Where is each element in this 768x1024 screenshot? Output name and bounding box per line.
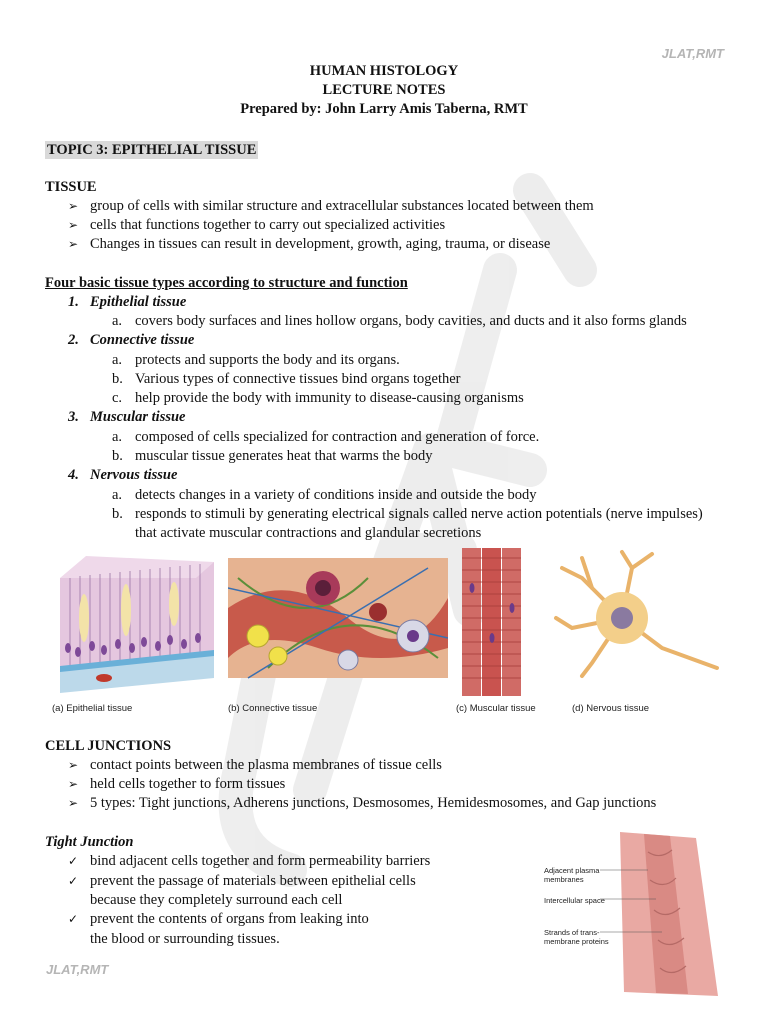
- check-icon: ✓: [68, 854, 79, 868]
- course-title: HUMAN HISTOLOGY: [309, 63, 459, 79]
- point-text: detects changes in a variety of conditions inside and outside the body: [135, 487, 537, 503]
- type-number: 4.: [68, 467, 79, 483]
- nervous-tissue-illustration: [552, 548, 720, 680]
- point-text: covers body surfaces and lines hollow organs, body cavities, and ducts and it also forms glands: [135, 313, 687, 329]
- point-letter: b.: [112, 371, 123, 387]
- header-watermark: JLAT,RMT: [661, 46, 724, 61]
- type-name-nervous: Nervous tissue: [90, 467, 178, 483]
- tissue-bullet: Changes in tissues can result in development, growth, aging, trauma, or disease: [90, 236, 551, 252]
- tight-junction-heading: Tight Junction: [45, 834, 134, 850]
- point-text: protects and supports the body and its organs.: [135, 352, 400, 368]
- type-number: 3.: [68, 409, 79, 425]
- type-name-connective: Connective tissue: [90, 332, 195, 348]
- connective-tissue-illustration: [228, 548, 448, 680]
- label-transmembrane-strands: Strands of trans-membrane proteins: [544, 928, 609, 946]
- point-letter: c.: [112, 390, 123, 406]
- point-letter: a.: [112, 352, 123, 368]
- point-letter: b.: [112, 448, 123, 464]
- tissue-types-heading: Four basic tissue types according to structure and function: [45, 275, 408, 291]
- caption-nervous: (d) Nervous tissue: [572, 703, 650, 714]
- arrow-bullet-icon: ➢: [68, 218, 79, 232]
- point-letter: a.: [112, 487, 123, 503]
- tight-junction-point: bind adjacent cells together and form permeability barriers: [90, 853, 431, 869]
- arrow-bullet-icon: ➢: [68, 199, 79, 213]
- tight-junction-diagram: [600, 832, 720, 996]
- point-text: composed of cells specialized for contraction and generation of force.: [135, 429, 540, 445]
- point-letter: a.: [112, 429, 123, 445]
- cell-junctions-heading: CELL JUNCTIONS: [45, 738, 172, 754]
- point-text: help provide the body with immunity to disease-causing organisms: [135, 390, 524, 406]
- muscular-tissue-illustration: [462, 548, 522, 696]
- junction-bullet: 5 types: Tight junctions, Adherens junctions, Desmosomes, Hemidesmosomes, and Gap junctions: [90, 795, 657, 811]
- arrow-bullet-icon: ➢: [68, 237, 79, 251]
- tight-junction-point: prevent the passage of materials between epithelial cells: [90, 873, 416, 889]
- tight-junction-point-continuation: the blood or surrounding tissues.: [90, 931, 280, 947]
- check-icon: ✓: [68, 912, 79, 926]
- point-text-continuation: that activate muscular contractions and glandular secretions: [135, 525, 482, 541]
- label-adjacent-plasma-membranes: Adjacent plasma membranes: [544, 866, 600, 884]
- caption-muscular: (c) Muscular tissue: [456, 703, 536, 714]
- caption-connective: (b) Connective tissue: [228, 703, 318, 714]
- point-letter: b.: [112, 506, 123, 522]
- label-intercellular-space: Intercellular space: [544, 896, 605, 905]
- caption-epithelial: (a) Epithelial tissue: [52, 703, 133, 714]
- epithelial-tissue-illustration: [56, 548, 214, 693]
- check-icon: ✓: [68, 874, 79, 888]
- tight-junction-point: prevent the contents of organs from leaking into: [90, 911, 369, 927]
- tissue-heading: TISSUE: [45, 179, 97, 195]
- topic-heading: TOPIC 3: EPITHELIAL TISSUE: [47, 142, 257, 158]
- point-text: Various types of connective tissues bind organs together: [135, 371, 461, 387]
- tissue-bullet: group of cells with similar structure and extracellular substances located between them: [90, 198, 594, 214]
- point-letter: a.: [112, 313, 123, 329]
- tissue-bullet: cells that functions together to carry out specialized activities: [90, 217, 446, 233]
- junction-bullet: held cells together to form tissues: [90, 776, 286, 792]
- arrow-bullet-icon: ➢: [68, 796, 79, 810]
- tight-junction-point-continuation: because they completely surround each cell: [90, 892, 343, 908]
- arrow-bullet-icon: ➢: [68, 758, 79, 772]
- author-line: Prepared by: John Larry Amis Taberna, RMT: [240, 101, 528, 117]
- notes-title: LECTURE NOTES: [322, 82, 446, 98]
- type-name-epithelial: Epithelial tissue: [90, 294, 187, 310]
- point-text: muscular tissue generates heat that warms the body: [135, 448, 433, 464]
- junction-bullet: contact points between the plasma membranes of tissue cells: [90, 757, 442, 773]
- type-name-muscular: Muscular tissue: [90, 409, 186, 425]
- point-text: responds to stimuli by generating electrical signals called nerve action potentials (nerve impulses): [135, 506, 703, 522]
- footer-watermark: JLAT,RMT: [46, 962, 109, 977]
- type-number: 2.: [68, 332, 79, 348]
- type-number: 1.: [68, 294, 79, 310]
- arrow-bullet-icon: ➢: [68, 777, 79, 791]
